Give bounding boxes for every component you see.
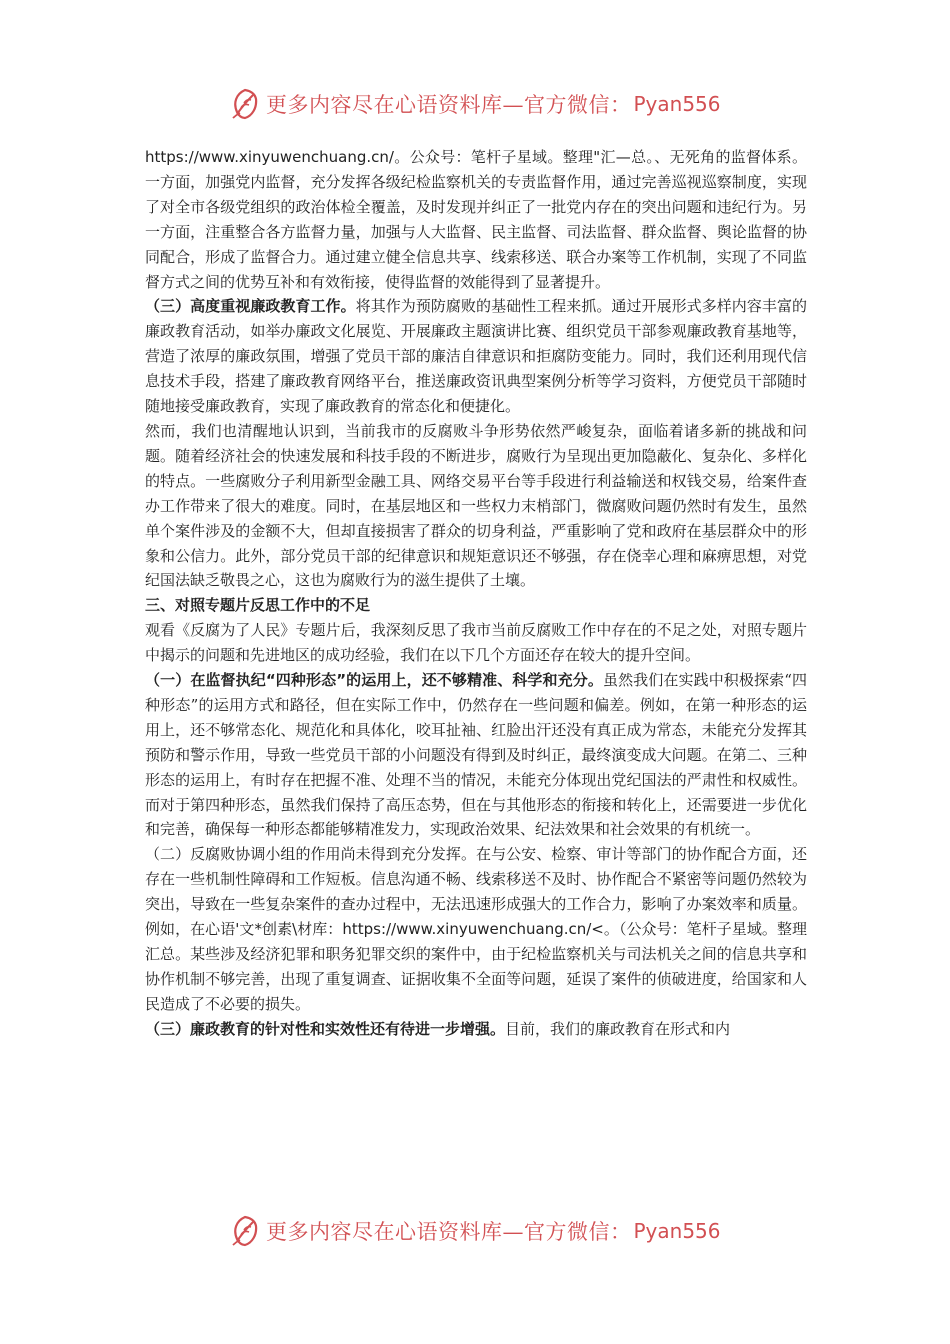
banner-text: 更多内容尽在心语资料库—官方微信：: [266, 1220, 632, 1244]
section-heading-shortcomings: 三、对照专题片反思工作中的不足: [145, 596, 371, 615]
paragraph-reflection: 观看《反腐为了人民》专题片后，我深刻反思了我市当前反腐败工作中存在的不足之处，对照专题片中揭示的问题和先进地区的成功经验，我们在以下几个方面还存在较大的提升空间。: [145, 621, 807, 665]
paragraph-supervision-system: https://www.xinyuwenchuang.cn/。公众号：笔杆子星域。整理"汇—总。、无死角的监督体系。一方面，加强党内监督，充分发挥各级纪检监察机关的专责监督作用，通过完善巡视巡察制度，实现了对全市各级党组织的政治体检全覆盖，及时发现并纠正了一批党内存在的突出问题和违纪行为。另一方面，注重整合各方监督力量，加强与人大监督、民主监督、司法监督、群众监督、舆论监督的协同配合，形成了监督合力。通过建立健全信息共享、线索移送、联合办案等工作机制，实现了不同监督方式之间的优势互补和有效衔接，使得监督的效能得到了显著提升。: [145, 148, 807, 291]
paragraph-four-forms: [145, 668, 807, 842]
paragraph-coordination-group: （二）反腐败协调小组的作用尚未得到充分发挥。在与公安、检察、审计等部门的协作配合方面，还存在一些机制性障碍和工作短板。信息沟通不畅、线索移送不及时、协作配合不紧密等问题仍然较为突出，导致在一些复杂案件的查办过程中，无法迅速形成强大的工作合力，影响了办案效率和质量。例如，在心语'文*创素\材库：https://www.xinyuwenchuang.cn/<。（公众号：笔杆子星域。整理汇总。某些涉及经济犯罪和职务犯罪交织的案件中，由于纪检监察机关与司法机关之间的信息共享和协作机制不够完善，出现了重复调查、证据收集不全面等问题，延误了案件的侦破进度，给国家和人民造成了不必要的损失。: [145, 845, 807, 1013]
paragraph-education-effectiveness: [145, 1017, 807, 1042]
paragraph-integrity-education: [145, 294, 807, 419]
paragraph-text: 目前，我们的廉政教育在形式和内: [505, 1019, 731, 1038]
paragraph-lead: （三）高度重视廉政教育工作。: [145, 297, 356, 316]
article-body: [145, 145, 807, 1042]
banner-text: 更多内容尽在心语资料库—官方微信：: [266, 93, 632, 117]
paragraph-lead: （一）在监督执纪“四种形态”的运用上，还不够精准、科学和充分。: [145, 671, 603, 690]
paragraph-text: 将其作为预防腐败的基础性工程来抓。通过开展形式多样内容丰富的廉政教育活动，如举办廉政文化展览、开展廉政主题演讲比赛、组织党员干部参观廉政教育基地等，营造了浓厚的廉政氛围，增强了党员干部的廉洁自律意识和拒腐防变能力。同时，我们还利用现代信息技术手段，搭建了廉政教育网络平台，推送廉政资讯典型案例分析等学习资料，方便党员干部随时随地接受廉政教育，实现了廉政教育的常态化和便捷化。: [145, 297, 807, 416]
header-banner: [228, 84, 721, 124]
paragraph-challenges: 然而，我们也清醒地认识到，当前我市的反腐败斗争形势依然严峻复杂，面临着诸多新的挑战和问题。随着经济社会的快速发展和科技手段的不断进步，腐败行为呈现出更加隐蔽化、复杂化、多样化的特点。一些腐败分子利用新型金融工具、网络交易平台等手段进行利益输送和权钱交易，给案件查办工作带来了很大的难度。同时，在基层地区和一些权力末梢部门，微腐败问题仍然时有发生，虽然单个案件涉及的金额不大，但却直接损害了群众的切身利益，严重影响了党和政府在基层群众中的形象和公信力。此外，部分党员干部的纪律意识和规矩意识还不够强，存在侥幸心理和麻痹思想，对党纪国法缺乏敬畏之心，这也为腐败行为的滋生提供了土壤。: [145, 421, 807, 590]
banner-wechat-id: Pyan556: [633, 1219, 721, 1243]
leaf-logo-icon: [228, 1214, 262, 1248]
paragraph-text: 虽然我们在实践中积极探索“四种形态”的运用方式和路径，但在实际工作中，仍然存在一些问题和偏差。例如，在第一种形态的运用上，还不够常态化、规范化和具体化，咬耳扯袖、红脸出汗还没有真正成为常态，未能充分发挥其预防和警示作用，导致一些党员干部的小问题没有得到及时纠正，最终演变成大问题。在第二、三种形态的运用上，有时存在把握不准、处理不当的情况，未能充分体现出党纪国法的严肃性和权威性。而对于第四种形态，虽然我们保持了高压态势，但在与其他形态的衔接和转化上，还需要进一步优化和完善，确保每一种形态都能够精准发力，实现政治效果、纪法效果和社会效果的有机统一。: [145, 671, 807, 839]
leaf-logo-icon: [228, 87, 262, 121]
banner-wechat-id: Pyan556: [633, 92, 721, 116]
footer-banner: [228, 1211, 721, 1251]
paragraph-lead: （三）廉政教育的针对性和实效性还有待进一步增强。: [145, 1019, 506, 1038]
